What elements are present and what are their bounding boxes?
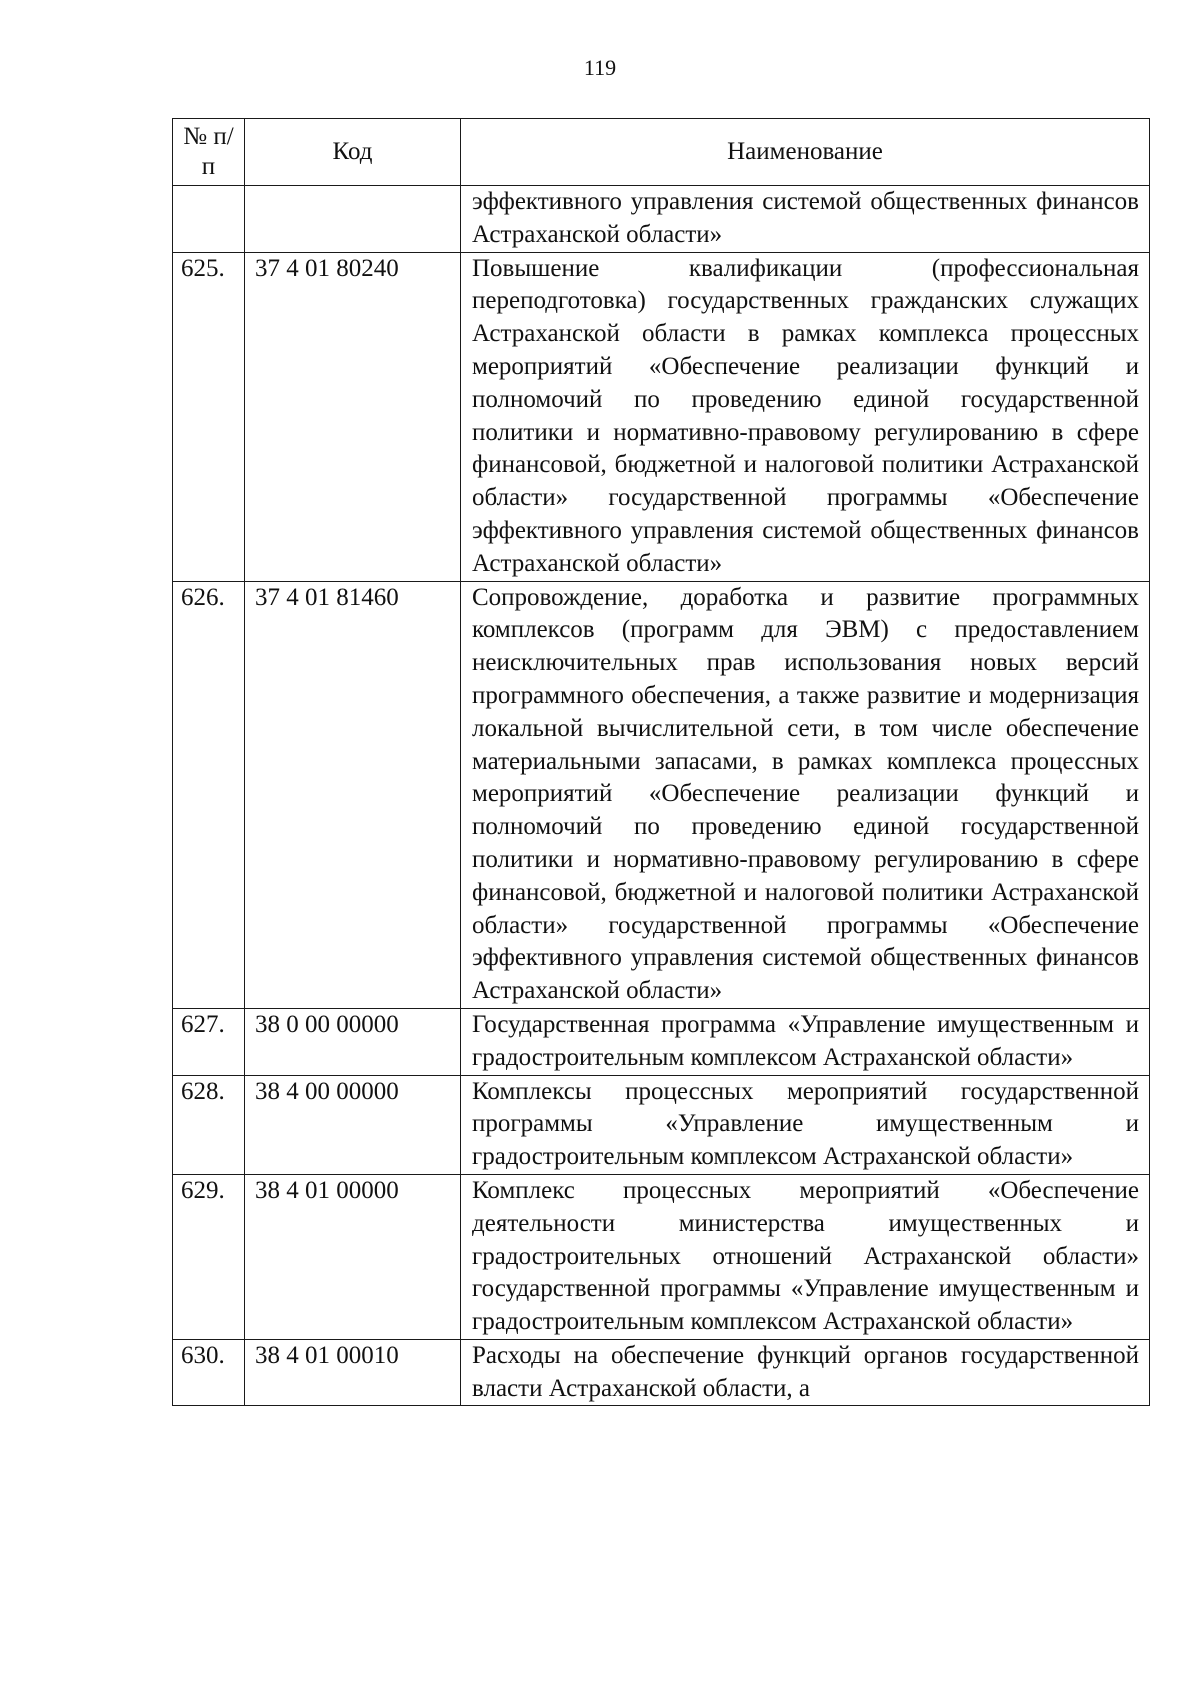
header-name: Наименование <box>461 119 1150 186</box>
row-name: Комплекс процессных мероприятий «Обеспечение деятельности министерства имущественных и градостроительных отношений Астраханской области» государственной программы «Управление имущественным и градостроительным комплексом Астраханской области» <box>461 1174 1150 1339</box>
row-name: Сопровождение, доработка и развитие программных комплексов (программ для ЭВМ) с предоставлением неисключительных прав использования новых версий программного обеспечения, а также развитие и модернизация локальной вычислительной сети, в том числе обеспечение материальными запасами, в рамках комплекса процессных мероприятий «Обеспечение реализации функций и полномочий по проведению единой государственной политики и нормативно-правовому регулированию в сфере финансовой, бюджетной и налоговой политики Астраханской области» государственной программы «Обеспечение эффективного управления системой общественных финансов Астраханской области» <box>461 581 1150 1008</box>
row-number: 628. <box>173 1075 245 1174</box>
table-row <box>173 186 1150 253</box>
row-code: 38 4 01 00000 <box>245 1174 461 1339</box>
row-code: 37 4 01 81460 <box>245 581 461 1008</box>
row-name: Комплексы процессных мероприятий государственной программы «Управление имущественным и градостроительным комплексом Астраханской области» <box>461 1075 1150 1174</box>
row-number: 629. <box>173 1174 245 1339</box>
table-row <box>173 1174 1150 1339</box>
table-row <box>173 1339 1150 1406</box>
header-number: № п/п <box>173 119 245 186</box>
header-code: Код <box>245 119 461 186</box>
table-body <box>173 186 1150 1406</box>
row-number: 625. <box>173 252 245 581</box>
row-name: Расходы на обеспечение функций органов государственной власти Астраханской области, а <box>461 1339 1150 1406</box>
table-row <box>173 1075 1150 1174</box>
row-number: 630. <box>173 1339 245 1406</box>
row-number <box>173 186 245 253</box>
budget-code-table <box>172 118 1150 1406</box>
row-code: 37 4 01 80240 <box>245 252 461 581</box>
row-name: Государственная программа «Управление имущественным и градостроительным комплексом Астраханской области» <box>461 1008 1150 1075</box>
row-name: эффективного управления системой общественных финансов Астраханской области» <box>461 186 1150 253</box>
row-code: 38 4 01 00010 <box>245 1339 461 1406</box>
row-number: 627. <box>173 1008 245 1075</box>
row-name: Повышение квалификации (профессиональная переподготовка) государственных гражданских служащих Астраханской области в рамках комплекса процессных мероприятий «Обеспечение реализации функций и полномочий по проведению единой государственной политики и нормативно-правовому регулированию в сфере финансовой, бюджетной и налоговой политики Астраханской области» государственной программы «Обеспечение эффективного управления системой общественных финансов Астраханской области» <box>461 252 1150 581</box>
row-code: 38 4 00 00000 <box>245 1075 461 1174</box>
table-row <box>173 252 1150 581</box>
page-number: 119 <box>583 55 617 80</box>
table-row <box>173 581 1150 1008</box>
row-number: 626. <box>173 581 245 1008</box>
table-row <box>173 1008 1150 1075</box>
row-code: 38 0 00 00000 <box>245 1008 461 1075</box>
row-code <box>245 186 461 253</box>
table-header <box>173 119 1150 186</box>
header-row <box>173 119 1150 186</box>
